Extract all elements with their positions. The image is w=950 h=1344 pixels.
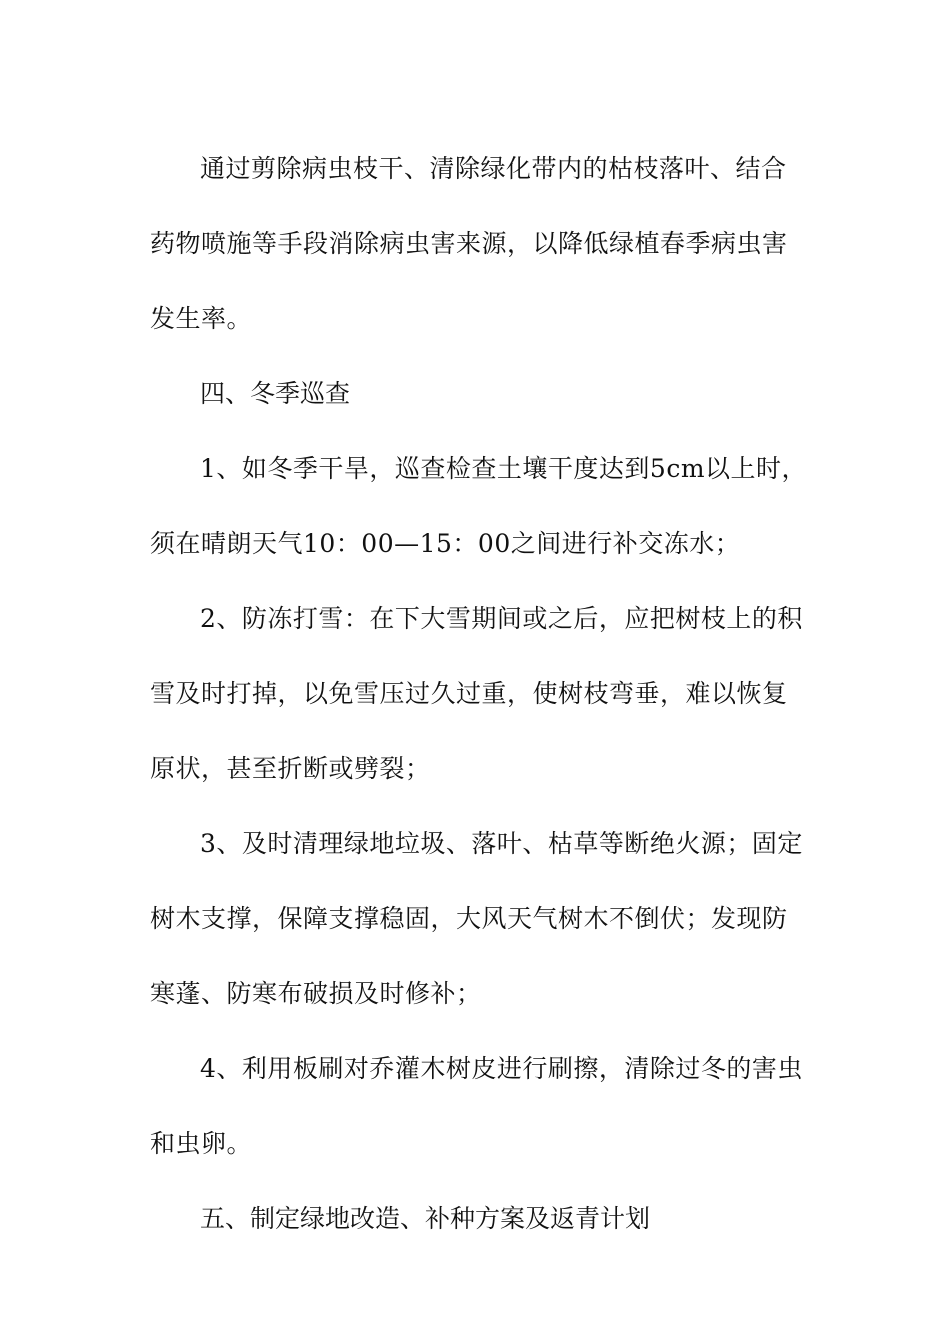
text-line: 雪及时打掉，以免雪压过久过重，使树枝弯垂，难以恢复	[150, 679, 788, 708]
text-line: 寒蓬、防寒布破损及时修补；	[150, 979, 482, 1008]
text-line: 树木支撑，保障支撑稳固，大风天气树木不倒伏；发现防	[150, 904, 788, 933]
paragraph-item-3	[0, 806, 803, 1031]
paragraph-pest-removal	[0, 131, 800, 356]
text-line: 发生率。	[150, 304, 253, 333]
text-line: 原状，甚至折断或劈裂；	[150, 754, 431, 783]
text-line: 2、防冻打雪：在下大雪期间或之后，应把树枝上的积	[200, 604, 803, 633]
text-line: 须在晴朗天气10：00—15：00之间进行补交冻水；	[150, 529, 741, 558]
section-heading-renovation-plan: 五、制定绿地改造、补种方案及返青计划	[200, 1204, 651, 1233]
section-heading-winter-patrol: 四、冬季巡查	[200, 379, 351, 408]
text-line: 3、及时清理绿地垃圾、落叶、枯草等断绝火源；固定	[200, 829, 803, 858]
text-line: 通过剪除病虫枝干、清除绿化带内的枯枝落叶、结合	[200, 154, 787, 183]
text-line: 4、利用板刷对乔灌木树皮进行刷擦，清除过冬的害虫	[200, 1054, 803, 1083]
paragraph-item-1	[0, 431, 808, 581]
paragraph-item-2	[0, 581, 803, 806]
text-line: 和虫卵。	[150, 1129, 253, 1158]
text-line: 1、如冬季干旱，巡查检查土壤干度达到5cm以上时，	[200, 454, 808, 483]
paragraph-item-4	[0, 1031, 803, 1181]
text-line: 药物喷施等手段消除病虫害来源，以降低绿植春季病虫害	[150, 229, 788, 258]
